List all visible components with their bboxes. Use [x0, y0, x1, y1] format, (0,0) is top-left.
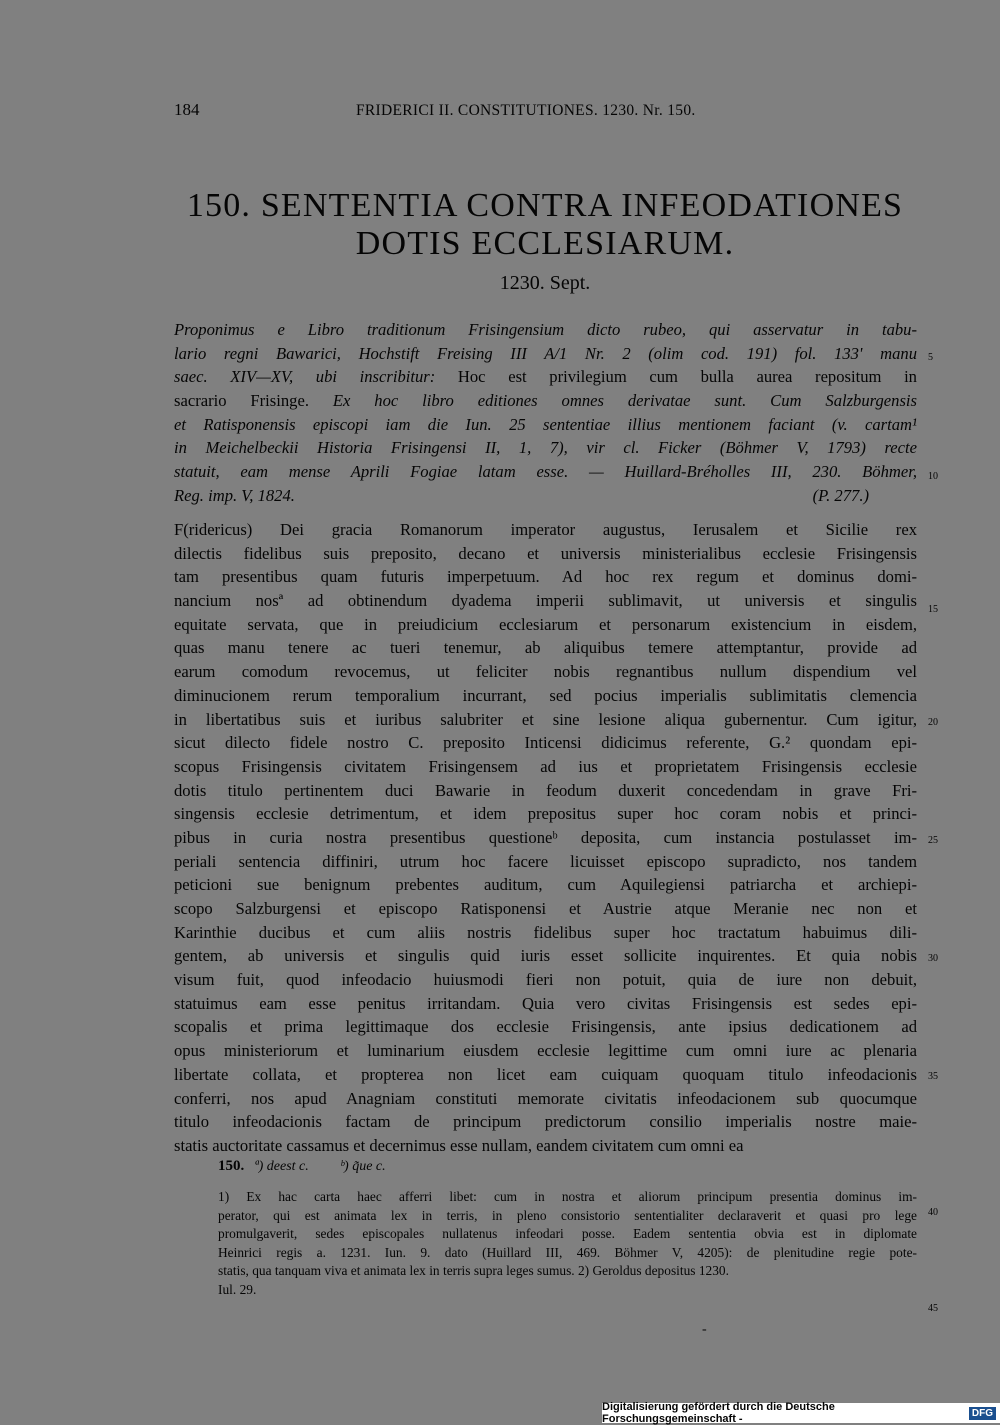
line-number: 20: [928, 717, 938, 728]
editorial-introduction: [174, 318, 917, 508]
note-b: ᵇ) q̃ue c.: [340, 1159, 386, 1174]
page-mark: -: [702, 1322, 707, 1337]
text-line: sicut dilecto fidele nostro C. preposito Inticensi didicimus referente, G.² quondam epi-: [174, 733, 917, 753]
page-number: 184: [174, 100, 200, 119]
text-line: tam presentibus quam futuris imperpetuum. Ad hoc rex regum et dominus domi-: [174, 567, 917, 587]
text-line: conferri, nos apud Anagniam constituti memorate civitatis infeodacionem sub quocumque: [174, 1088, 917, 1108]
text-line: visum fuit, quod infeodacio huiusmodi fieri non potuit, quia de iure non debuit,: [174, 970, 917, 990]
intro-line: et Ratisponensis episcopi iam die Iun. 25 sententiae illius mentionem faciant (v. cartam¹: [174, 414, 917, 434]
text-line: scopus Frisingensis civitatem Frisingensem ad ius et proprietatem Frisingensis ecclesie: [174, 756, 917, 776]
intro-citation: Reg. imp. V, 1824.: [174, 485, 295, 505]
footnote-line: promulgaverit, sedes episcopales nullatenus infeodari posse. Eadem sententia obvia est in diplomate: [218, 1226, 917, 1242]
intro-line: lario regni Bawarici, Hochstift Freising III A/1 Nr. 2 (olim cod. 191) fol. 133' manu: [174, 343, 917, 363]
line-number: 5: [928, 352, 933, 363]
text-line: singensis ecclesie detrimentum, et idem prepositus super hoc coram nobis et princi-: [174, 804, 917, 824]
line-number: 25: [928, 835, 938, 846]
text-line: statuimus eam esse penitus irritandam. Quia vero civitas Frisingensis est sedes epi-: [174, 993, 917, 1013]
footnote-line: perator, qui est animata lex in terris, in pleno consistorio sententialiter declaraverit et quasi pro lege: [218, 1207, 917, 1223]
text-line: gentem, ab universis et singulis quid iuris esset sollicite inquirentes. Et quia nobis: [174, 946, 917, 966]
footnote-line: Heinrici regis a. 1231. Iun. 9. dato (Huillard III, 469. Böhmer V, 4205): de plenitudine regie pote-: [218, 1244, 917, 1260]
text-line: earum comodum revocemus, ut feliciter nobis regnantibus nullum dispendium vel: [174, 662, 917, 682]
text-line: periali sentencia diffiniri, utrum hoc facere licuisset episcopo supradicto, nos tandem: [174, 851, 917, 871]
intro-line: Proponimus e Libro traditionum Frisingensium dicto rubeo, qui asservatur in tabu-: [174, 320, 917, 339]
text-line: opus ministeriorum et luminarium eiusdem ecclesie legittime cum omni iure ac plenaria: [174, 1041, 917, 1061]
footnote-line: Iul. 29.: [218, 1281, 257, 1297]
intro-line: [174, 389, 917, 413]
text-line: libertate collata, et propterea non licet eam cuiquam quoquam titulo infeodacionis: [174, 1064, 917, 1084]
document-title-line2: DOTIS ECCLESIARUM.: [355, 225, 735, 262]
line-number: 15: [928, 604, 938, 615]
textual-notes: [218, 1158, 386, 1175]
text-line: Karinthie ducibus et cum aliis nostris fidelibus super hoc tractatum habuimus dili-: [174, 922, 917, 942]
digitization-footer: [602, 1403, 1000, 1423]
line-number: 30: [928, 953, 938, 964]
text-line: pibus in curia nostra presentibus questioneᵇ deposita, cum instancia postulasset im-: [174, 827, 917, 847]
text-line: scopalis et prima legittimaque dos ecclesie Frisingensis, ante ipsius dedicationem ad: [174, 1017, 917, 1037]
text-line: peticioni sue benignum prebentes auditum, cum Aquilegiensi patriarcha et archiepi-: [174, 875, 917, 895]
intro-italic: saec. XIV—XV, ubi inscribitur:: [174, 367, 458, 387]
notes-number: 150.: [218, 1158, 245, 1174]
running-head: FRIDERICI II. CONSTITUTIONES. 1230. Nr. 150.: [356, 102, 696, 119]
text-line: statis auctoritate cassamus et decernimus esse nullam, eandem civitatem cum omni ea: [174, 1135, 744, 1155]
document-text: [174, 518, 917, 1158]
text-line: scopo Salzburgensi et episcopo Ratisponensi et Austrie atque Meranie nec non et: [174, 899, 917, 918]
intro-line: statuit, eam mense Aprili Fogiae latam esse. — Huillard-Bréholles III, 230. Böhmer,: [174, 462, 917, 482]
line-number: 35: [928, 1071, 938, 1082]
intro-roman: sacrario Frisinge.: [174, 391, 333, 411]
text-line: equitate servata, que in preiudicium ecclesiarum et personarum existencium in eisdem,: [174, 614, 917, 634]
intro-line: in Meichelbeckii Historia Frisingensi II, 1, 7), vir cl. Ficker (Böhmer V, 1793) recte: [174, 438, 917, 458]
footnotes: [218, 1188, 917, 1300]
intro-italic: Ex hoc libro editiones omnes derivatae sunt. Cum Salzburgensis: [332, 391, 917, 411]
text-line: titulo infeodacionis factam de principum predictorum consilio imperialis nostre maie-: [174, 1112, 917, 1132]
text-line: dotis titulo pertinentem duci Bawarie in feodum duxerit concedendam in grave Fri-: [174, 780, 917, 800]
footnote-line: statis, qua tanquam viva et animata lex in terris supra leges sumus. 2) Geroldus depositus 1230.: [218, 1263, 729, 1279]
intro-line: [174, 365, 917, 389]
line-number: 45: [928, 1303, 938, 1314]
text-line: quas manu tenere ac tueri tenemur, ab aliquibus temere attemptantur, provide ad: [174, 638, 917, 658]
dfg-logo: DFG: [969, 1407, 996, 1420]
text-line: in libertatibus suis et iuribus salubriter et sine lesione aliqua gubernentur. Cum igitur,: [174, 709, 917, 729]
line-number: 40: [928, 1207, 938, 1218]
intro-line: [174, 484, 917, 508]
text-line: nancium nosª ad obtinendum dyadema imperii sublimavit, ut universis et singulis: [174, 591, 917, 611]
footer-text: Digitalisierung gefördert durch die Deutsche Forschungsgemeinschaft -: [602, 1401, 835, 1425]
text-line: diminucionem rerum temporalium incurrant, sed pocius imperialis sublimitatis clemencia: [174, 685, 917, 705]
document-date: 1230. Sept.: [499, 272, 591, 294]
intro-reference: (P. 277.): [812, 485, 869, 505]
intro-roman: Hoc est privilegium cum bulla aurea repositum in: [457, 367, 917, 387]
note-a: ª) deest c.: [254, 1159, 309, 1174]
text-line: F(ridericus) Dei gracia Romanorum imperator augustus, Ierusalem et Sicilie rex: [174, 520, 917, 539]
footnote-line: 1) Ex hac carta haec afferri libet: cum in nostra et aliorum principum presentia dominus im-: [218, 1189, 917, 1204]
text-line: dilectis fidelibus suis preposito, decano et universis ministerialibus ecclesie Frisingensis: [174, 543, 917, 563]
line-number: 10: [928, 471, 938, 482]
document-title: 150. SENTENTIA CONTRA INFEODATIONES: [186, 187, 904, 224]
